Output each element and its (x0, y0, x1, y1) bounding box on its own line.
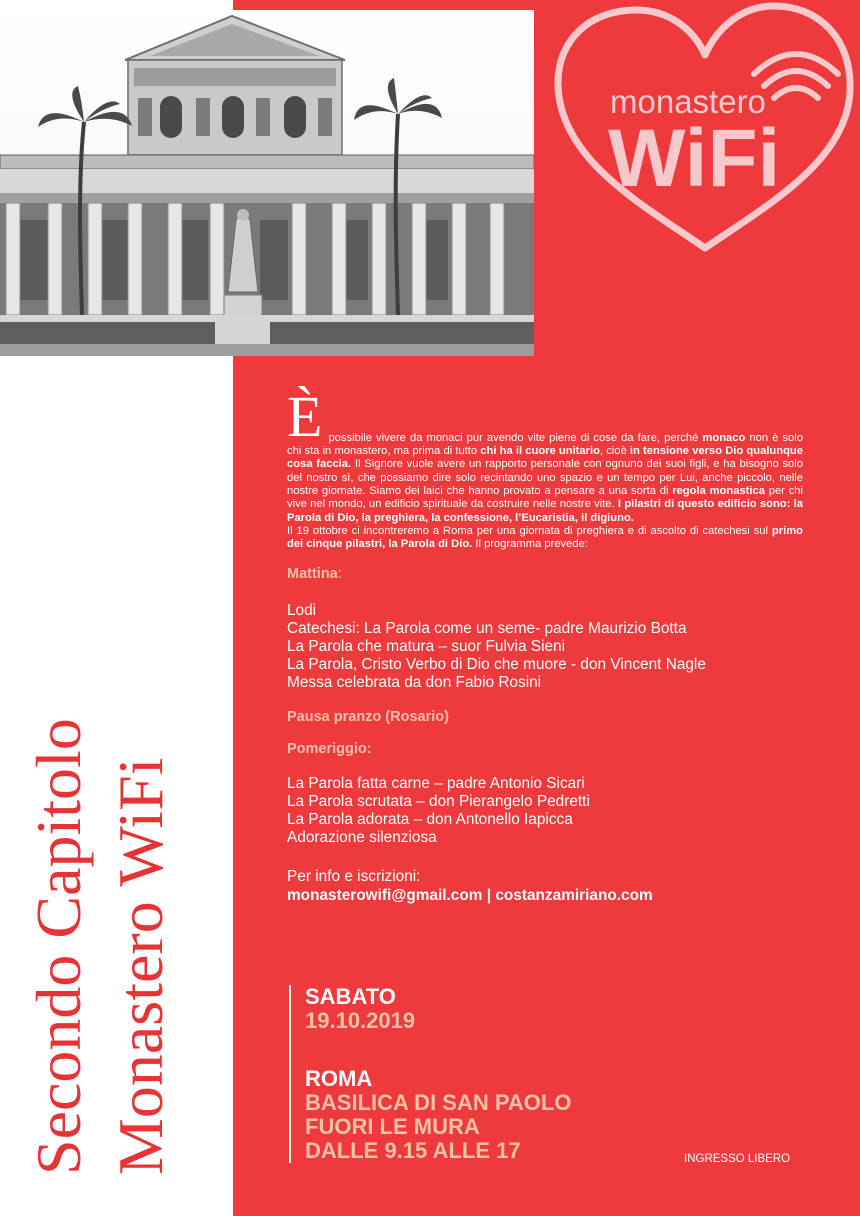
info-label: Per info e iscrizioni: (287, 868, 421, 886)
list-item: La Parola che matura – suor Fulvia Sieni (287, 637, 566, 655)
website-link[interactable]: costanzamiriano.com (495, 887, 653, 905)
list-item: La Parola scrutata – don Pierangelo Pedretti (287, 792, 590, 810)
monastero-wifi-logo (548, 0, 860, 260)
list-item: Messa celebrata da don Fabio Rosini (287, 674, 542, 692)
basilica-photo (0, 10, 534, 356)
title-line-1: Secondo Capitolo (23, 718, 94, 1175)
list-item: La Parola, Cristo Verbo di Dio che muore - don Vincent Nagle (287, 656, 706, 674)
event-venue-line-1: BASILICA DI SAN PAOLO (305, 1090, 572, 1115)
event-details (289, 985, 571, 1163)
event-city: ROMA (305, 1066, 373, 1091)
afternoon-heading: Pomeriggio: (287, 740, 372, 757)
event-date: 19.10.2019 (305, 1008, 416, 1033)
intro-paragraph: È possibile vivere da monaci pur avendo vite piene di cose da fare, perché monaco non è solo chi sta in monastero, ma prima di tutto chi ha il cuore unitario, cioè in tensione verso Dio qualunque cosa faccia. Il Signore vuole avere un rapporto personale con ognuno dei suoi figli, e ha bisogno solo del nostro sì, che possiamo dire solo recintando uno spazio e un tempo per Lui, anche piccolo, nelle nostre giornate. Siamo dei laici che hanno provato a pensare a una sorta di regola monastica per chi vive nel mondo, un edificio spirituale da costruire nelle nostre vite. I pilastri di questo edificio sono: la Parola di Dio, la preghiera, la confessione, l’Eucaristia, il digiuno. Il 19 ottobre ci incontreremo a Roma per una giornata di preghiera e di ascolto di catechesi sul primo dei cinque pilastri, la Parola di Dio. Il programma prevede: (287, 384, 803, 551)
morning-heading: Mattina: (287, 565, 342, 582)
event-time: DALLE 9.15 ALLE 17 (305, 1138, 521, 1163)
event-venue-line-2: FUORI LE MURA (305, 1114, 480, 1139)
main-content (287, 384, 803, 905)
afternoon-list (287, 775, 803, 848)
logo-word-small: monastero (610, 83, 766, 120)
free-entry-label: INGRESSO LIBERO (684, 1153, 791, 1165)
info-block (287, 867, 803, 905)
list-item: Catechesi: La Parola come un seme- padre Maurizio Botta (287, 619, 687, 637)
wifi-icon (754, 54, 838, 98)
drop-cap: È (287, 384, 323, 449)
info-separator: | (482, 887, 496, 905)
title-line-2: Monastero WiFi (105, 757, 176, 1175)
logo-word-big: WiFi (608, 113, 781, 204)
lunch-heading: Pausa pranzo (Rosario) (287, 708, 449, 725)
list-item: Adorazione silenziosa (287, 829, 437, 847)
morning-list (287, 602, 803, 693)
list-item: La Parola fatta carne – padre Antonio Sicari (287, 774, 585, 792)
email-link[interactable]: monasterowifi@gmail.com (287, 887, 483, 905)
list-item: Lodi (287, 601, 317, 619)
list-item: La Parola adorata – don Antonello Iapicca (287, 810, 573, 828)
vertical-title (18, 525, 182, 1175)
event-day: SABATO (305, 984, 396, 1009)
